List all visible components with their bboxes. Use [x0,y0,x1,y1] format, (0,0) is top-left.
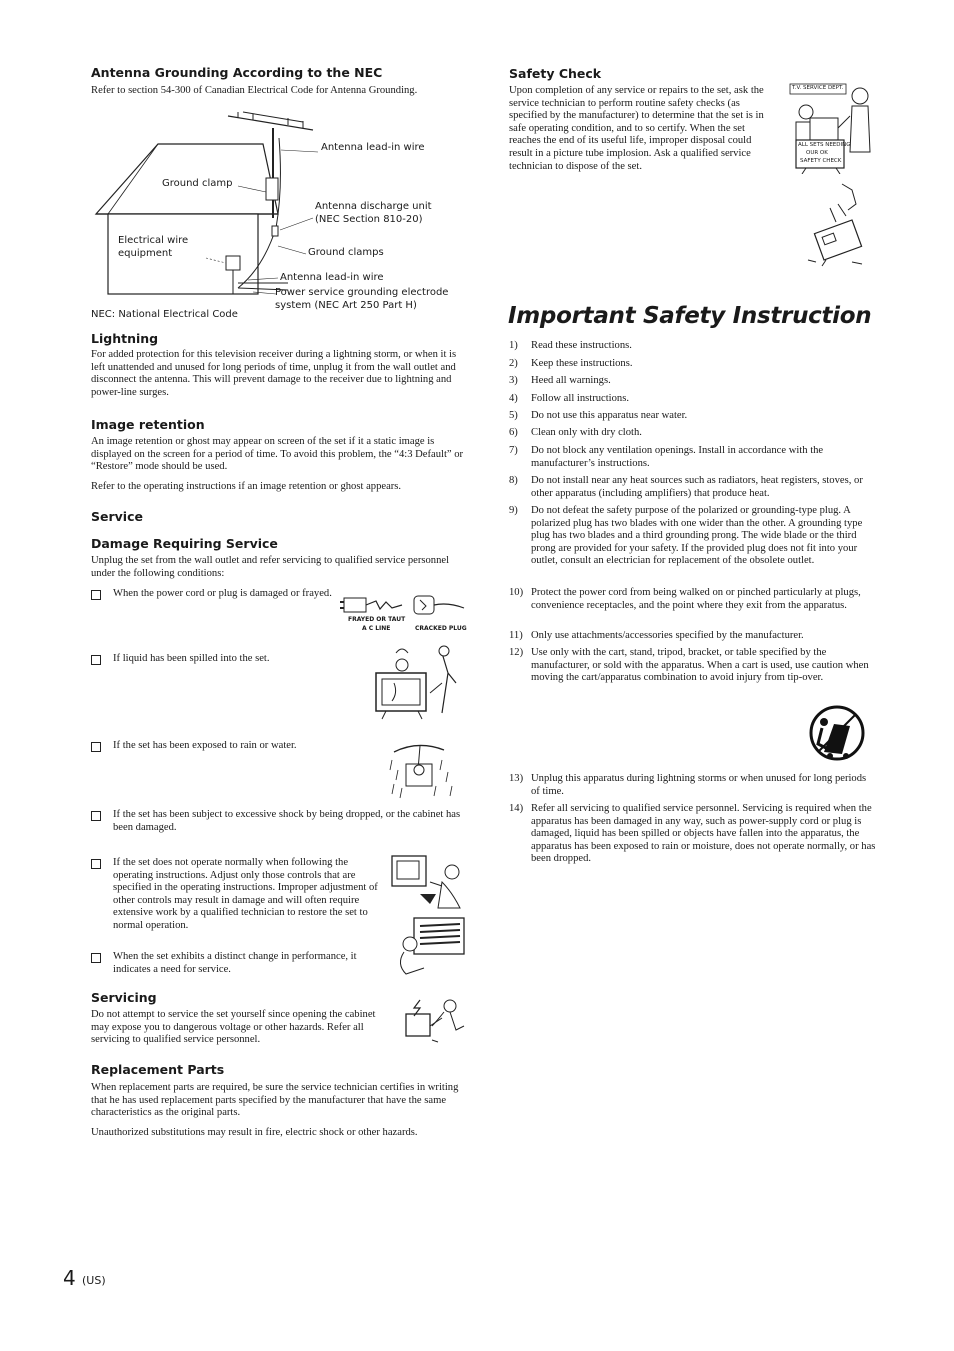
instruction-number: 7) [509,445,518,456]
antenna-intro: Refer to section 54-300 of Canadian Electrical Code for Antenna Grounding. [91,85,418,96]
antenna-heading: Antenna Grounding According to the NEC [91,65,383,80]
instruction-text: Heed all warnings. [531,375,611,386]
instruction-text: Do not defeat the safety purpose of the polarized or grounding-type plug. A polarized plug has two blades with one wider than the other. A grounding type plug has two blades and a third grounding prong. The wide blade or the third prong are provided for your safety. If the provided plug does not fit into your outlet, consult an electrician for replacement of the obsolete outlet. [531,505,863,567]
image-retention-body: An image retention or ghost may appear on screen of the set if it a static image is displayed on the screen for a period of time. To avoid this problem, the “4:3 Default” or “Restore” mode should be used. [91,436,464,473]
instruction-text: Only use attachments/accessories specified by the manufacturer. [531,630,804,641]
label-lead-in-top: Antenna lead-in wire [321,142,425,153]
safety-check-heading: Safety Check [509,66,602,81]
plug-label-cracked: CRACKED PLUG [415,625,467,632]
checkbox-icon [91,655,101,665]
electric-shock-illustration [402,996,468,1044]
instruction-text: Follow all instructions. [531,393,629,404]
instruction-number: 14) [509,803,524,814]
instruction-text: Read these instructions. [531,340,632,351]
rain-exposure-illustration [388,740,458,802]
board-line-1: ALL SETS NEEDING [798,142,851,148]
instruction-number: 5) [509,410,518,421]
safety-check-body: Upon completion of any service or repairs to the set, ask the service technician to perform routine safety checks (as specified by the manufacturer) to determine that the set is in safe operating condition, and to so certify. When the set reaches the end of its useful life, improper disposal could result in a picture tube implosion. Ask a qualified service technician to dispose of the set. [509,85,764,172]
instruction-text: Clean only with dry cloth. [531,427,642,438]
checkbox-icon [91,590,101,600]
board-line-3: SAFETY CHECK [800,158,842,164]
lightning-body: For added protection for this television receiver during a lightning storm, or when it is left unattended and unused for long periods of time, unplug it from the wall outlet and disconnect the antenna. This will prevent damage to the receiver due to lightning and power-line surges. [91,349,457,398]
label-discharge-section: (NEC Section 810-20) [315,214,423,225]
instruction-text: Keep these instructions. [531,358,633,369]
tv-service-sign: T.V. SERVICE DEPT. [792,85,844,91]
instruction-number: 13) [509,773,524,784]
disposal-illustration [806,180,866,268]
instruction-number: 11) [509,630,523,641]
spilled-liquid-tv-illustration [372,643,462,721]
service-heading: Service [91,509,143,524]
checkbox-icon [91,859,101,869]
instruction-number: 3) [509,375,518,386]
label-equipment: equipment [118,248,173,259]
label-discharge-unit: Antenna discharge unit [315,201,432,212]
board-line-2: OUR OK [806,150,828,156]
technician-tv-illustration [390,852,468,978]
important-safety-title: Important Safety Instruction [508,303,872,329]
lightning-heading: Lightning [91,331,159,346]
checkbox-icon [91,953,101,963]
label-power-service: Power service grounding electrode [275,287,449,298]
label-lead-in-bottom: Antenna lead-in wire [280,272,384,283]
instruction-text: Unplug this apparatus during lightning storms or when unused for long periods of time. [531,773,867,797]
plug-label-frayed: FRAYED OR TAUT [348,616,406,623]
instruction-number: 9) [509,505,518,516]
servicing-body: Do not attempt to service the set yourself since opening the cabinet may expose you to dangerous voltage or other hazards. Refer all servicing to qualified service personnel. [91,1009,376,1046]
checkbox-icon [91,742,101,752]
replacement-heading: Replacement Parts [91,1062,225,1077]
servicing-heading: Servicing [91,990,157,1005]
image-retention-refer: Refer to the operating instructions if an image retention or ghost appears. [91,481,402,492]
label-nec: NEC: National Electrical Code [91,309,238,320]
instruction-number: 2) [509,358,518,369]
instruction-text: Do not install near any heat sources such as radiators, heat registers, stoves, or other apparatus (including amplifiers) that produce heat. [531,475,863,499]
label-ground-clamps: Ground clamps [308,247,384,258]
instruction-text: Protect the power cord from being walked on or pinched particularly at plugs, convenience receptacles, and the point where they exit from the apparatus. [531,587,861,611]
instruction-text: Refer all servicing to qualified service personnel. Servicing is required when the apparatus has been damaged in any way, such as power-supply cord or plug is damaged, liquid has been spilled or objects have fallen into the apparatus, the apparatus has been exposed to rain or moisture, does not operate normally, or has been dropped. [531,803,876,865]
instruction-text: Do not block any ventilation openings. Install in accordance with the manufacturer’s instructions. [531,445,824,469]
replacement-warning: Unauthorized substitutions may result in fire, electric shock or other hazards. [91,1127,418,1138]
instruction-number: 12) [509,647,524,658]
label-electrical-wire: Electrical wire [118,235,189,246]
cart-tip-over-warning-icon [808,704,866,762]
instruction-number: 10) [509,587,524,598]
page-region: (US) [82,1274,106,1287]
instruction-text: Do not use this apparatus near water. [531,410,688,421]
instruction-text: Use only with the cart, stand, tripod, bracket, or table specified by the manufacturer, or sold with the apparatus. When a cart is used, use caution when moving the cart/apparatus combination to avoid injury from tip-over. [531,647,869,684]
plug-label-ac-line: A C LINE [362,625,391,632]
instruction-number: 8) [509,475,518,486]
instruction-number: 6) [509,427,518,438]
instruction-number: 1) [509,340,518,351]
label-power-service-art: system (NEC Art 250 Part H) [275,300,417,311]
damage-heading: Damage Requiring Service [91,536,278,551]
label-ground-clamp: Ground clamp [162,178,233,189]
checkbox-icon [91,811,101,821]
page-number: 4 [63,1266,76,1290]
replacement-body: When replacement parts are required, be sure the service technician certifies in writing that he has used replacement parts specified by the manufacturer that have the same characteristics as the original parts. [91,1082,459,1119]
damage-intro: Unplug the set from the wall outlet and refer servicing to qualified service personnel under the following conditions: [91,555,450,579]
image-retention-heading: Image retention [91,417,205,432]
instruction-number: 4) [509,393,518,404]
